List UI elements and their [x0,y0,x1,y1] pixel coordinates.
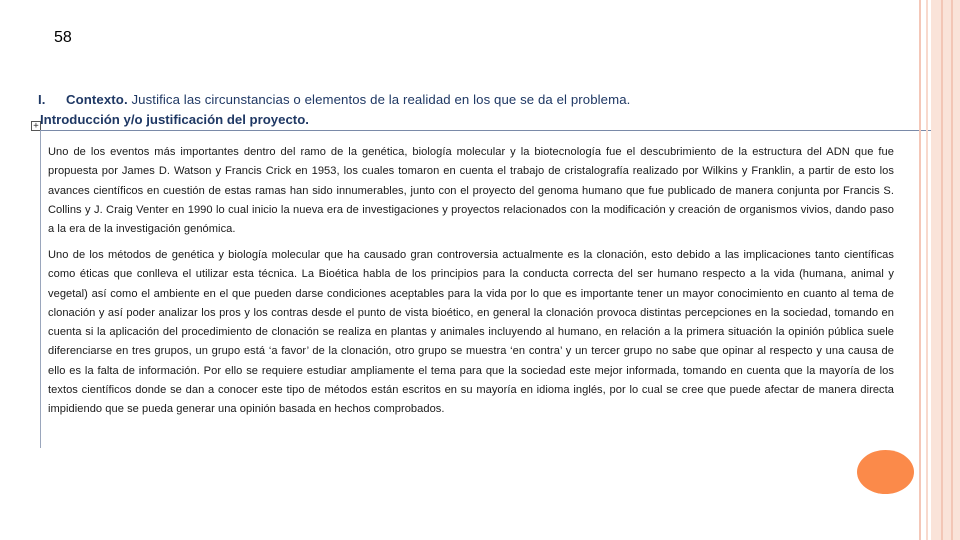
heading-bold-label: Contexto. [66,92,128,107]
decorative-stripe [951,0,953,540]
expand-toggle-icon[interactable]: + [31,121,41,131]
decorative-stripe [941,0,943,540]
page-number: 58 [54,29,72,46]
section-subheading: Introducción y/o justificación del proyecto. [40,112,309,127]
decorative-stripe [919,0,921,540]
heading-roman-numeral: I. [38,92,46,107]
decorative-stripe [926,0,928,540]
decorative-orange-circle [857,450,914,494]
context-heading [38,92,728,107]
paragraph-2: Uno de los métodos de genética y biología molecular que ha causado gran controversia actualmente es la clonación, esto debido a las implicaciones tanto científicas como éticas que conlleva el utilizar esta técnica. La Bioética habla de los principios para la conducta correcta del ser humano respecto a la vida (humana, animal y vegetal) así como el ambiente en el que pueden darse condiciones aceptables para la vida por lo que es importante tener un mayor conocimiento en cuanto al tema de clonación y así poder analizar los pros y los contras desde el punto de vista bioético, en general la clonación provoca distintas percepciones en la sociedad, tomando en cuenta si la aplicación del procedimiento de clonación se realiza en plantas y animales incluyendo al humano, en relación a la primera situación la opinión pública suele diferenciarse en tres grupos, un grupo está ‘a favor’ de la clonación, otro grupo se muestra ‘en contra’ y un tercer grupo no sabe que opinar al respecto y una causa de ello es la falta de información. Por ello se requiere estudiar ampliamente el tema para que la sociedad este mejor informada, tomando en cuenta que la mayoría de los textos científicos donde se dan a conocer este tipo de métodos están escritos en su mayoría en idioma inglés, por lo cual se cree que puede afectar de manera directa impidiendo que se pueda generar una opinión basada en hechos comprobados. [48,249,894,416]
decorative-stripe-band [931,0,960,540]
heading-description: Justifica las circunstancias o elementos de la realidad en los que se da el problema. [127,92,631,107]
paragraph-1: Uno de los eventos más importantes dentro del ramo de la genética, biología molecular y la biotecnología fue el descubrimiento de la estructura del ADN que fue propuesta por James D. Watson y Francis Crick en 1953, los cuales tomaron en cuenta el trabajo de cristalografía realizado por Wilkins y Franklin, a partir de esto los avances científicos en cuestión de estas ramas han sido innumerables, junto con el proyecto del genoma humano que fue publicado de manera conjunta por Francis S. Collins y J. Craig Venter en 1990 lo cual inicio la nueva era de investigaciones y proyectos relacionados con la modificación y creación de organismos vivios, dando paso a la era de la investigación genómica. [48,146,894,236]
